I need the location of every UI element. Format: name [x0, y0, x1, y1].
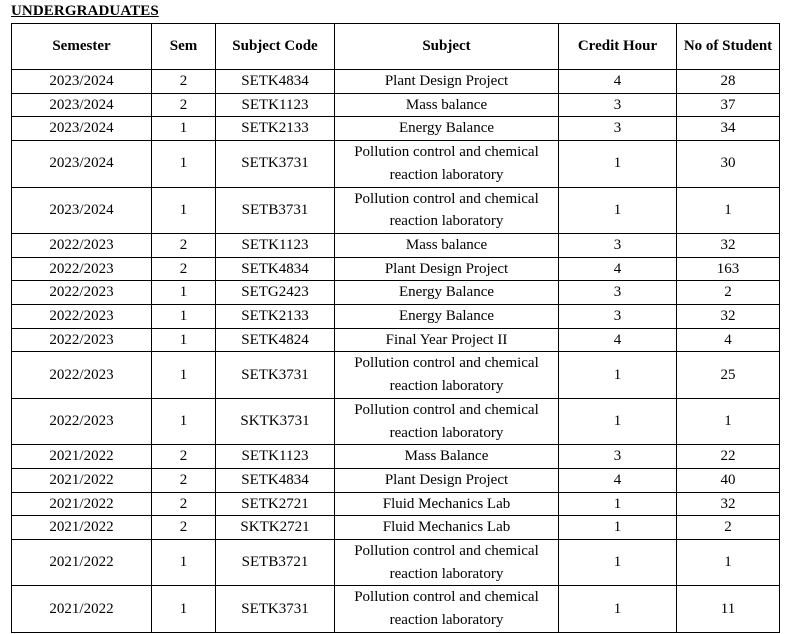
- cell-subject-code: SETB3721: [216, 540, 335, 586]
- table-row: [12, 93, 780, 117]
- cell-credit-hour: 1: [559, 516, 677, 540]
- cell-subject: Pollution control and chemical reaction laboratory: [335, 586, 559, 632]
- cell-subject: Pollution control and chemical reaction laboratory: [335, 187, 559, 233]
- table-row: [12, 586, 780, 632]
- cell-semester: 2021/2022: [12, 586, 152, 632]
- table-row: [12, 492, 780, 516]
- cell-sem: 1: [152, 117, 216, 141]
- cell-sem: 2: [152, 492, 216, 516]
- cell-subject-code: SETK1123: [216, 93, 335, 117]
- header-semester: Semester: [12, 24, 152, 70]
- cell-subject-code: SETK4834: [216, 70, 335, 94]
- cell-no-of-student: 22: [677, 445, 780, 469]
- cell-subject: Mass Balance: [335, 445, 559, 469]
- table-row: [12, 540, 780, 586]
- cell-no-of-student: 163: [677, 257, 780, 281]
- cell-no-of-student: 37: [677, 93, 780, 117]
- cell-semester: 2021/2022: [12, 468, 152, 492]
- cell-credit-hour: 1: [559, 586, 677, 632]
- cell-semester: 2021/2022: [12, 492, 152, 516]
- cell-semester: 2022/2023: [12, 281, 152, 305]
- cell-subject-code: SETK4834: [216, 468, 335, 492]
- cell-subject: Pollution control and chemical reaction laboratory: [335, 540, 559, 586]
- cell-credit-hour: 1: [559, 187, 677, 233]
- cell-semester: 2021/2022: [12, 445, 152, 469]
- cell-subject: Plant Design Project: [335, 468, 559, 492]
- cell-subject: Plant Design Project: [335, 70, 559, 94]
- cell-credit-hour: 4: [559, 70, 677, 94]
- table-row: [12, 328, 780, 352]
- undergraduates-table: [11, 23, 780, 633]
- cell-subject: Final Year Project II: [335, 328, 559, 352]
- cell-semester: 2021/2022: [12, 516, 152, 540]
- cell-subject: Mass balance: [335, 93, 559, 117]
- table-row: [12, 398, 780, 444]
- cell-credit-hour: 1: [559, 398, 677, 444]
- cell-subject: Mass balance: [335, 233, 559, 257]
- cell-sem: 1: [152, 141, 216, 187]
- cell-semester: 2022/2023: [12, 233, 152, 257]
- cell-no-of-student: 1: [677, 540, 780, 586]
- cell-subject-code: SETG2423: [216, 281, 335, 305]
- cell-sem: 1: [152, 281, 216, 305]
- cell-subject-code: SKTK3731: [216, 398, 335, 444]
- cell-semester: 2023/2024: [12, 93, 152, 117]
- cell-sem: 1: [152, 398, 216, 444]
- header-sem: Sem: [152, 24, 216, 70]
- cell-subject-code: SETK1123: [216, 233, 335, 257]
- cell-sem: 2: [152, 516, 216, 540]
- cell-credit-hour: 3: [559, 233, 677, 257]
- cell-subject-code: SETK3731: [216, 352, 335, 398]
- cell-semester: 2021/2022: [12, 540, 152, 586]
- cell-credit-hour: 3: [559, 445, 677, 469]
- cell-subject-code: SETK3731: [216, 586, 335, 632]
- cell-credit-hour: 3: [559, 281, 677, 305]
- cell-sem: 2: [152, 233, 216, 257]
- cell-subject-code: SETK1123: [216, 445, 335, 469]
- cell-semester: 2022/2023: [12, 257, 152, 281]
- cell-sem: 1: [152, 540, 216, 586]
- table-row: [12, 187, 780, 233]
- table-row: [12, 117, 780, 141]
- cell-no-of-student: 32: [677, 305, 780, 329]
- cell-subject: Energy Balance: [335, 281, 559, 305]
- cell-no-of-student: 2: [677, 516, 780, 540]
- cell-no-of-student: 1: [677, 187, 780, 233]
- cell-sem: 1: [152, 586, 216, 632]
- cell-no-of-student: 40: [677, 468, 780, 492]
- cell-credit-hour: 4: [559, 468, 677, 492]
- table-row: [12, 445, 780, 469]
- cell-subject: Energy Balance: [335, 117, 559, 141]
- cell-sem: 1: [152, 328, 216, 352]
- table-row: [12, 70, 780, 94]
- cell-subject-code: SETK3731: [216, 141, 335, 187]
- cell-semester: 2023/2024: [12, 70, 152, 94]
- cell-subject: Plant Design Project: [335, 257, 559, 281]
- cell-sem: 2: [152, 257, 216, 281]
- cell-sem: 1: [152, 305, 216, 329]
- table-row: [12, 352, 780, 398]
- cell-credit-hour: 3: [559, 305, 677, 329]
- cell-no-of-student: 28: [677, 70, 780, 94]
- cell-credit-hour: 4: [559, 328, 677, 352]
- cell-credit-hour: 1: [559, 540, 677, 586]
- cell-credit-hour: 1: [559, 352, 677, 398]
- cell-credit-hour: 4: [559, 257, 677, 281]
- header-no-of-student: No of Student: [677, 24, 780, 70]
- header-subject: Subject: [335, 24, 559, 70]
- cell-subject-code: SKTK2721: [216, 516, 335, 540]
- cell-subject: Pollution control and chemical reaction laboratory: [335, 352, 559, 398]
- cell-subject: Fluid Mechanics Lab: [335, 516, 559, 540]
- cell-subject: Fluid Mechanics Lab: [335, 492, 559, 516]
- cell-sem: 1: [152, 187, 216, 233]
- cell-no-of-student: 34: [677, 117, 780, 141]
- cell-subject-code: SETK2721: [216, 492, 335, 516]
- cell-subject: Pollution control and chemical reaction laboratory: [335, 398, 559, 444]
- table-row: [12, 305, 780, 329]
- table-row: [12, 257, 780, 281]
- cell-sem: 2: [152, 468, 216, 492]
- cell-semester: 2022/2023: [12, 398, 152, 444]
- cell-sem: 2: [152, 445, 216, 469]
- cell-semester: 2023/2024: [12, 117, 152, 141]
- cell-subject: Energy Balance: [335, 305, 559, 329]
- cell-sem: 2: [152, 70, 216, 94]
- cell-no-of-student: 1: [677, 398, 780, 444]
- header-credit-hour: Credit Hour: [559, 24, 677, 70]
- cell-sem: 2: [152, 93, 216, 117]
- cell-no-of-student: 11: [677, 586, 780, 632]
- table-row: [12, 468, 780, 492]
- cell-subject-code: SETK4834: [216, 257, 335, 281]
- cell-credit-hour: 1: [559, 141, 677, 187]
- cell-subject-code: SETB3731: [216, 187, 335, 233]
- cell-subject: Pollution control and chemical reaction laboratory: [335, 141, 559, 187]
- table-row: [12, 233, 780, 257]
- section-title: UNDERGRADUATES: [11, 3, 159, 19]
- cell-subject-code: SETK4824: [216, 328, 335, 352]
- cell-no-of-student: 4: [677, 328, 780, 352]
- cell-subject-code: SETK2133: [216, 117, 335, 141]
- table-row: [12, 516, 780, 540]
- cell-no-of-student: 2: [677, 281, 780, 305]
- table-row: [12, 141, 780, 187]
- cell-no-of-student: 32: [677, 233, 780, 257]
- cell-semester: 2023/2024: [12, 141, 152, 187]
- table-header-row: [12, 24, 780, 70]
- table-row: [12, 281, 780, 305]
- header-subject-code: Subject Code: [216, 24, 335, 70]
- cell-semester: 2023/2024: [12, 187, 152, 233]
- cell-credit-hour: 3: [559, 93, 677, 117]
- cell-credit-hour: 1: [559, 492, 677, 516]
- cell-semester: 2022/2023: [12, 305, 152, 329]
- cell-sem: 1: [152, 352, 216, 398]
- cell-credit-hour: 3: [559, 117, 677, 141]
- cell-no-of-student: 30: [677, 141, 780, 187]
- cell-no-of-student: 25: [677, 352, 780, 398]
- cell-subject-code: SETK2133: [216, 305, 335, 329]
- cell-semester: 2022/2023: [12, 352, 152, 398]
- cell-no-of-student: 32: [677, 492, 780, 516]
- cell-semester: 2022/2023: [12, 328, 152, 352]
